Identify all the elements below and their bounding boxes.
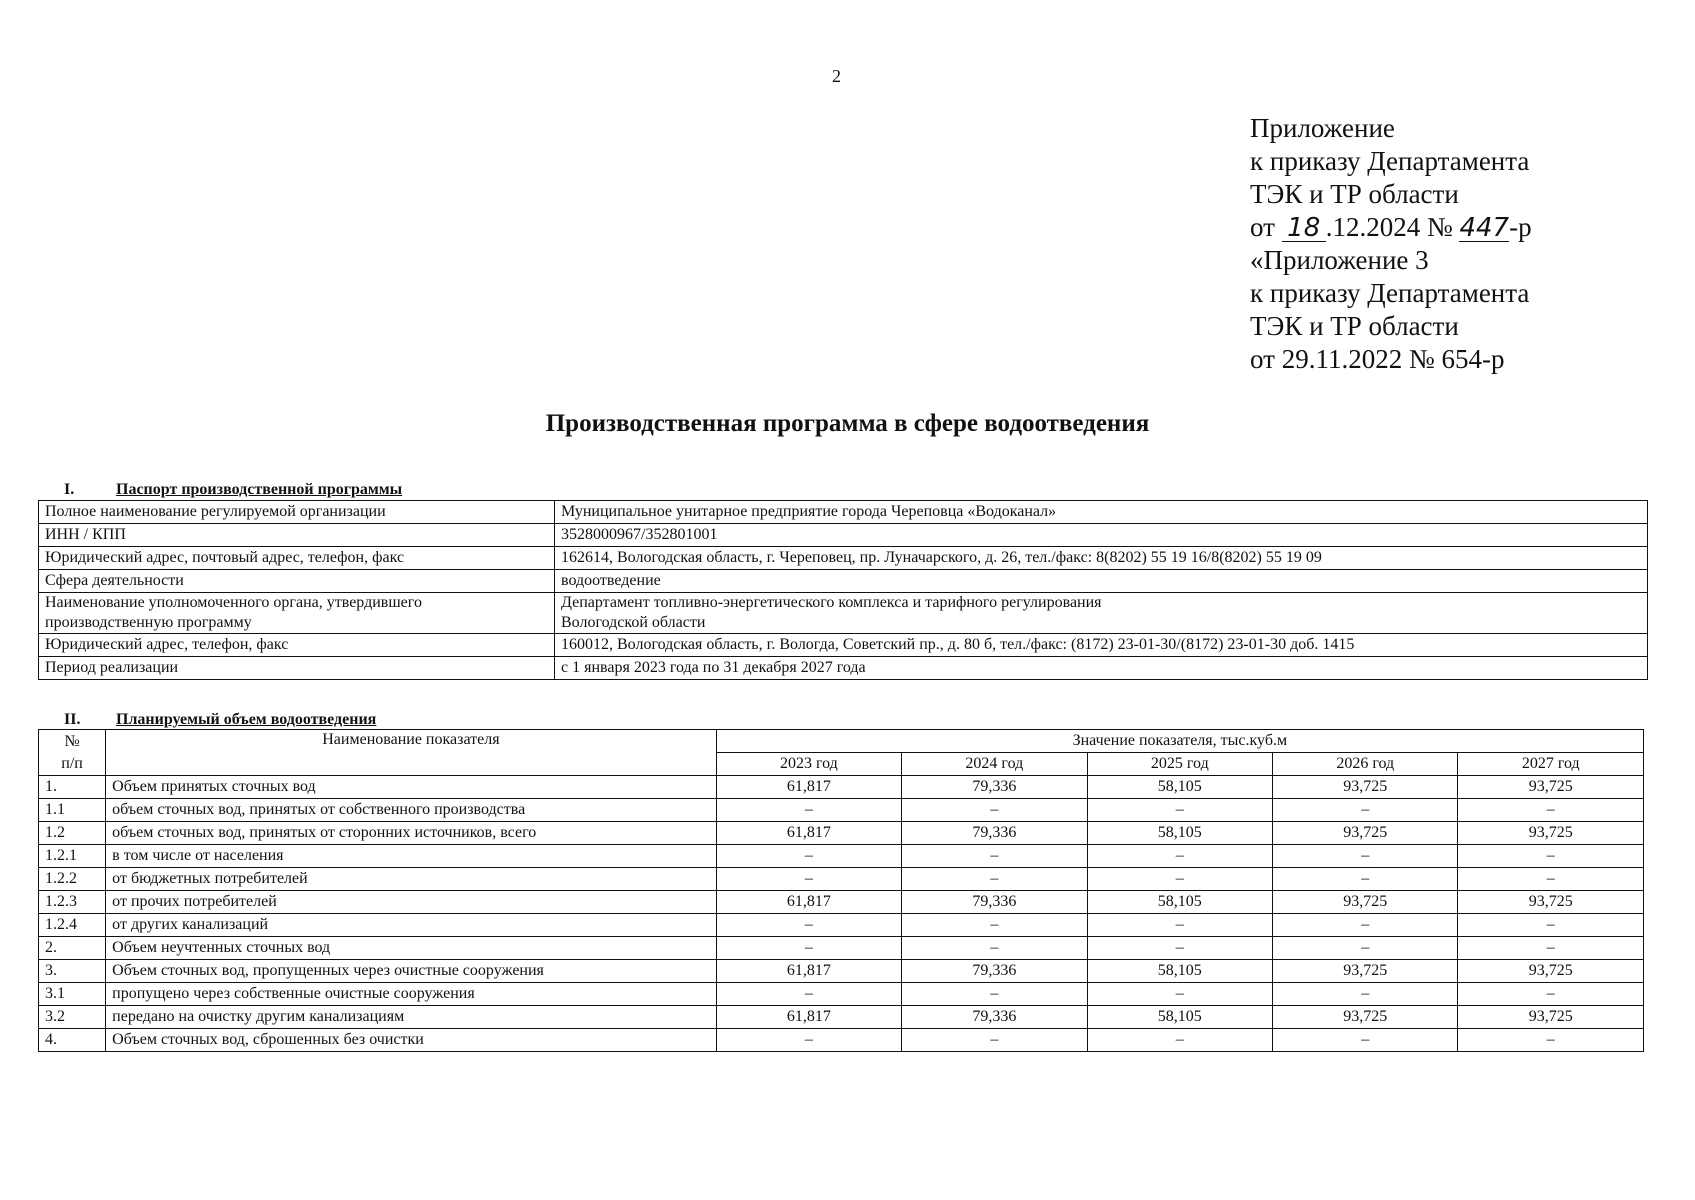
passport-table <box>38 500 1648 680</box>
passport-key-text: производственную программу <box>45 614 252 631</box>
row-name: объем сточных вод, принятых от сторонних источников, всего <box>106 822 717 845</box>
row-value: – <box>902 983 1087 1006</box>
passport-key-text: Сфера деятельности <box>45 572 184 589</box>
passport-value <box>555 547 1648 570</box>
row-name: передано на очистку другим канализациям <box>106 1006 717 1029</box>
table-row <box>39 891 1644 914</box>
column-header-year: 2027 год <box>1458 753 1644 776</box>
table-row <box>39 868 1644 891</box>
row-value: – <box>1458 1029 1644 1052</box>
passport-key-text: Юридический адрес, почтовый адрес, телефон, факс <box>45 549 405 566</box>
passport-value-text: Департамент топливно-энергетического комплекса и тарифного регулирования <box>561 594 1102 611</box>
table-row <box>39 593 1648 634</box>
table-row <box>39 657 1648 680</box>
row-value: – <box>716 799 901 822</box>
table-row <box>39 501 1648 524</box>
row-value: 93,725 <box>1458 776 1644 799</box>
appendix-order-line <box>1250 211 1532 244</box>
passport-value <box>555 634 1648 657</box>
passport-key-text: Юридический адрес, телефон, факс <box>45 636 289 653</box>
document-title: Производственная программа в сфере водоотведения <box>545 410 1150 437</box>
table-row <box>39 776 1644 799</box>
row-value: – <box>902 1029 1087 1052</box>
row-value: – <box>902 799 1087 822</box>
row-value: – <box>1273 845 1458 868</box>
passport-value-text: Муниципальное унитарное предприятие города Череповца «Водоканал» <box>561 503 1057 520</box>
row-value: 93,725 <box>1273 891 1458 914</box>
row-number: 1. <box>39 776 106 799</box>
row-value: 61,817 <box>716 960 901 983</box>
row-value: – <box>1273 937 1458 960</box>
row-value: – <box>902 937 1087 960</box>
row-value: – <box>1273 914 1458 937</box>
row-value: 79,336 <box>902 1006 1087 1029</box>
row-value: – <box>1458 845 1644 868</box>
appendix-line: к приказу Департамента <box>1250 146 1530 176</box>
table-header-row <box>39 730 1644 753</box>
appendix-line: от 29.11.2022 № 654-р <box>1250 344 1505 374</box>
section-heading <box>64 711 376 729</box>
row-value: – <box>1087 845 1272 868</box>
section-number: I. <box>64 481 75 498</box>
row-value: 93,725 <box>1273 776 1458 799</box>
appendix-line: «Приложение 3 <box>1250 245 1429 275</box>
passport-key <box>39 593 555 634</box>
table-row <box>39 937 1644 960</box>
row-value: – <box>716 845 901 868</box>
row-number: 2. <box>39 937 106 960</box>
passport-value-text: Вологодской области <box>561 614 706 631</box>
table-row <box>39 1029 1644 1052</box>
row-number: 1.2 <box>39 822 106 845</box>
row-value: 79,336 <box>902 822 1087 845</box>
row-name: от других канализаций <box>106 914 717 937</box>
row-value: – <box>1458 868 1644 891</box>
passport-value <box>555 501 1648 524</box>
passport-key-text: Полное наименование регулируемой организации <box>45 503 386 520</box>
column-header-year: 2026 год <box>1273 753 1458 776</box>
row-value: – <box>1458 914 1644 937</box>
row-value: – <box>902 868 1087 891</box>
row-value: – <box>1087 868 1272 891</box>
row-value: – <box>1087 937 1272 960</box>
row-value: 93,725 <box>1458 822 1644 845</box>
passport-value-text: 162614, Вологодская область, г. Череповец, пр. Луначарского, д. 26, тел./факс: 8(8202) 55 19 16/8(8202) 55 19 09 <box>561 549 1322 566</box>
row-name: пропущено через собственные очистные сооружения <box>106 983 717 1006</box>
table-row <box>39 634 1648 657</box>
table-row <box>39 547 1648 570</box>
row-number: 4. <box>39 1029 106 1052</box>
handwritten-day: 18 <box>1282 215 1326 242</box>
row-value: 61,817 <box>716 1006 901 1029</box>
row-value: 93,725 <box>1273 822 1458 845</box>
appendix-block <box>1250 112 1532 376</box>
row-number: 1.1 <box>39 799 106 822</box>
row-value: – <box>716 914 901 937</box>
row-value: – <box>1087 914 1272 937</box>
table-row <box>39 1006 1644 1029</box>
row-name: от бюджетных потребителей <box>106 868 717 891</box>
passport-value <box>555 593 1648 634</box>
table-row <box>39 960 1644 983</box>
passport-value <box>555 524 1648 547</box>
row-value: – <box>1458 983 1644 1006</box>
column-header-year: 2025 год <box>1087 753 1272 776</box>
handwritten-order-number: 447 <box>1459 213 1510 243</box>
row-value: 58,105 <box>1087 891 1272 914</box>
passport-key <box>39 570 555 593</box>
appendix-line: Приложение <box>1250 113 1395 143</box>
table-row <box>39 570 1648 593</box>
column-header-year: 2023 год <box>716 753 901 776</box>
row-value: – <box>716 937 901 960</box>
appendix-prefix: от <box>1250 212 1275 242</box>
column-header-year: 2024 год <box>902 753 1087 776</box>
passport-value-text: водоотведение <box>561 572 661 589</box>
appendix-date: .12.2024 № <box>1325 212 1453 242</box>
passport-key <box>39 634 555 657</box>
page-number: 2 <box>832 66 841 86</box>
column-header-num <box>39 730 106 776</box>
row-value: 79,336 <box>902 960 1087 983</box>
section-title: Планируемый объем водоотведения <box>116 711 377 728</box>
row-number: 3.2 <box>39 1006 106 1029</box>
row-value: 61,817 <box>716 822 901 845</box>
row-value: – <box>902 914 1087 937</box>
row-value: – <box>716 1029 901 1052</box>
passport-key <box>39 657 555 680</box>
header-text: п/п <box>61 754 83 772</box>
row-value: – <box>902 845 1087 868</box>
row-value: – <box>716 983 901 1006</box>
row-value: – <box>1273 1029 1458 1052</box>
row-value: 61,817 <box>716 776 901 799</box>
row-value: – <box>1087 799 1272 822</box>
table-row <box>39 983 1644 1006</box>
table-row <box>39 914 1644 937</box>
table-row <box>39 822 1644 845</box>
row-value: – <box>716 868 901 891</box>
row-number: 1.2.4 <box>39 914 106 937</box>
row-value: 79,336 <box>902 891 1087 914</box>
header-text: Наименование показателя <box>322 731 500 748</box>
row-number: 1.2.1 <box>39 845 106 868</box>
row-value: 58,105 <box>1087 822 1272 845</box>
appendix-line: ТЭК и ТР области <box>1250 179 1459 209</box>
row-value: – <box>1273 799 1458 822</box>
passport-value <box>555 657 1648 680</box>
row-value: 61,817 <box>716 891 901 914</box>
row-value: – <box>1458 799 1644 822</box>
passport-value <box>555 570 1648 593</box>
passport-value-text: 160012, Вологодская область, г. Вологда, Советский пр., д. 80 б, тел./факс: (8172) 23-01-30/(8172) 23-01-30 доб. 1415 <box>561 636 1355 653</box>
row-number: 3.1 <box>39 983 106 1006</box>
passport-key <box>39 501 555 524</box>
row-value: 58,105 <box>1087 960 1272 983</box>
row-value: – <box>1087 983 1272 1006</box>
row-number: 1.2.3 <box>39 891 106 914</box>
row-value: 93,725 <box>1458 960 1644 983</box>
row-value: – <box>1087 1029 1272 1052</box>
row-name: Объем сточных вод, сброшенных без очистки <box>106 1029 717 1052</box>
row-value: 79,336 <box>902 776 1087 799</box>
row-value: 93,725 <box>1273 960 1458 983</box>
row-number: 3. <box>39 960 106 983</box>
row-value: – <box>1273 983 1458 1006</box>
section-number: II. <box>64 711 81 728</box>
appendix-line: к приказу Департамента <box>1250 278 1530 308</box>
row-name: Объем неучтенных сточных вод <box>106 937 717 960</box>
passport-value-text: 3528000967/352801001 <box>561 526 718 543</box>
passport-key-text: ИНН / КПП <box>45 526 126 543</box>
section-heading <box>64 481 402 499</box>
section-title: Паспорт производственной программы <box>116 481 403 498</box>
appendix-line: ТЭК и ТР области <box>1250 311 1459 341</box>
passport-key-text: Период реализации <box>45 659 179 676</box>
row-value: 93,725 <box>1458 1006 1644 1029</box>
table-row <box>39 799 1644 822</box>
passport-key <box>39 547 555 570</box>
row-name: в том числе от населения <box>106 845 717 868</box>
row-value: – <box>1273 868 1458 891</box>
table-row <box>39 845 1644 868</box>
row-value: 58,105 <box>1087 776 1272 799</box>
row-name: Объем принятых сточных вод <box>106 776 717 799</box>
row-name: Объем сточных вод, пропущенных через очистные сооружения <box>106 960 717 983</box>
appendix-suffix: -р <box>1509 212 1532 242</box>
passport-key-text: Наименование уполномоченного органа, утвердившего <box>45 594 422 611</box>
column-header-group: Значение показателя, тыс.куб.м <box>716 730 1643 753</box>
row-value: 58,105 <box>1087 1006 1272 1029</box>
row-value: 93,725 <box>1273 1006 1458 1029</box>
column-header-name <box>106 730 717 776</box>
row-number: 1.2.2 <box>39 868 106 891</box>
row-name: от прочих потребителей <box>106 891 717 914</box>
volumes-table <box>38 729 1644 1052</box>
row-value: – <box>1458 937 1644 960</box>
row-name: объем сточных вод, принятых от собственного производства <box>106 799 717 822</box>
row-value: 93,725 <box>1458 891 1644 914</box>
table-row <box>39 524 1648 547</box>
passport-key <box>39 524 555 547</box>
header-text: № <box>64 732 80 750</box>
passport-value-text: с 1 января 2023 года по 31 декабря 2027 года <box>561 659 866 676</box>
